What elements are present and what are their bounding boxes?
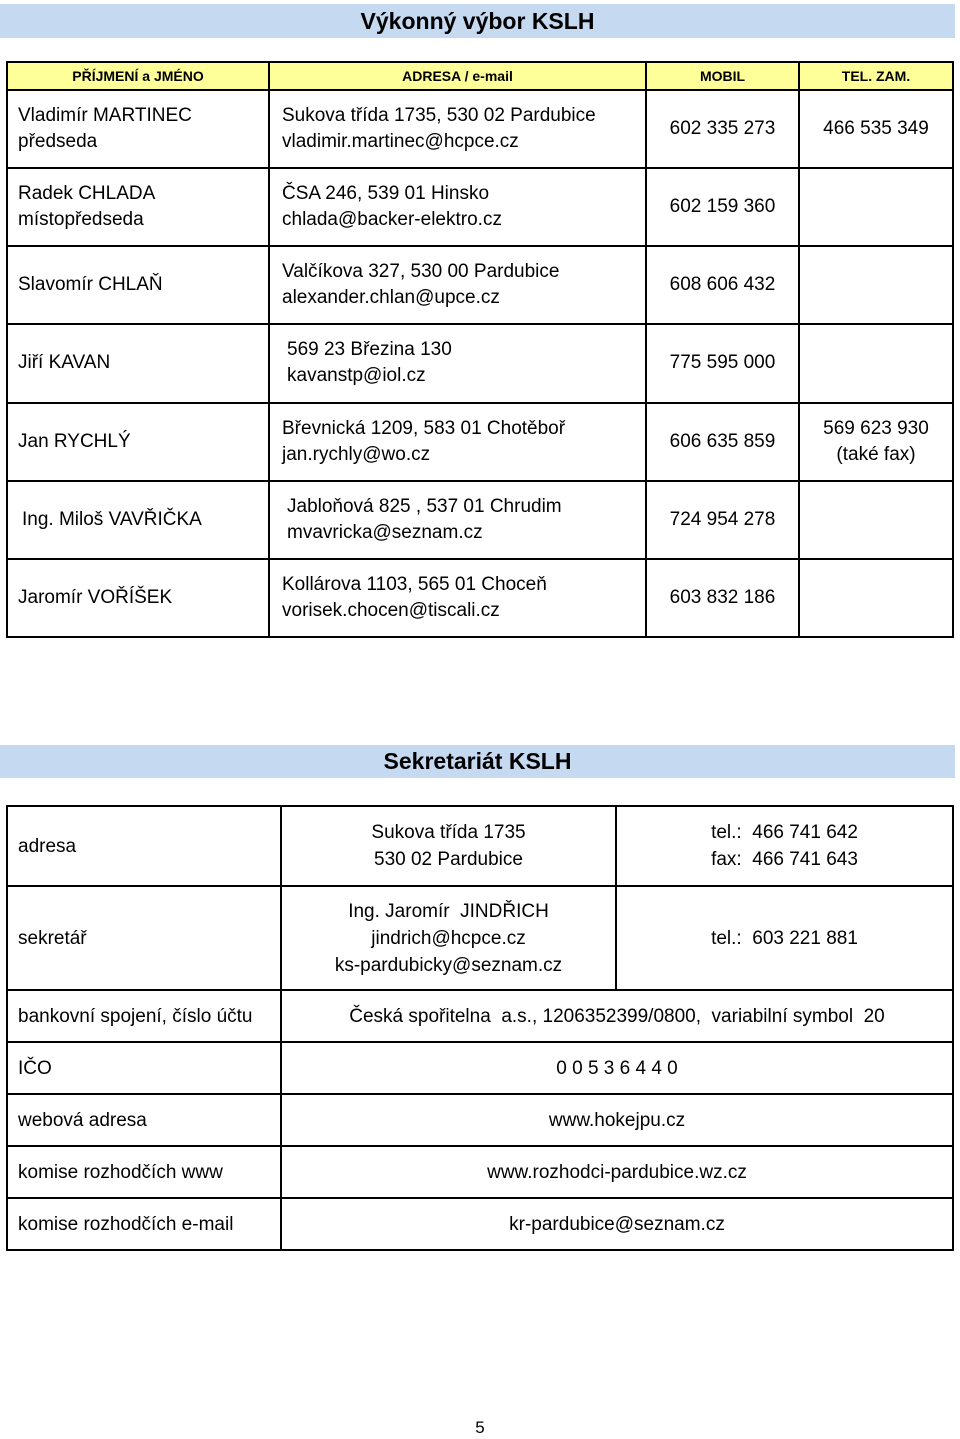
info-link[interactable]: www.hokejpu.cz	[281, 1094, 953, 1146]
secretariat-fax: fax: 466 741 643	[711, 849, 858, 870]
info-row	[7, 1042, 953, 1094]
info-row	[7, 1198, 953, 1250]
secretary-email[interactable]: jindrich@hcpce.cz	[371, 927, 526, 949]
secretary-email-secondary[interactable]: ks-pardubicky@seznam.cz	[334, 954, 563, 976]
member-address: Kollárova 1103, 565 01 Choceň	[282, 573, 547, 595]
member-row	[7, 324, 953, 402]
member-email[interactable]: vorisek.chocen@tiscali.cz	[282, 599, 500, 621]
info-email[interactable]: kr-pardubice@seznam.cz	[281, 1198, 953, 1250]
member-address: Valčíkova 327, 530 00 Pardubice	[282, 261, 560, 283]
member-address-cell	[269, 168, 646, 246]
member-address-cell	[269, 246, 646, 324]
info-row	[7, 1094, 953, 1146]
member-work-phone-note: (také fax)	[836, 443, 916, 465]
member-email[interactable]: alexander.chlan@upce.cz	[282, 287, 500, 309]
member-mobile: 603 832 186	[646, 559, 799, 637]
member-address: Jabloňová 825 , 537 01 Chrudim	[287, 495, 562, 517]
member-address: 569 23 Březina 130	[287, 339, 452, 361]
member-work-phone-cell	[799, 481, 953, 559]
member-row	[7, 481, 953, 559]
member-address: ČSA 246, 539 01 Hinsko	[282, 183, 490, 205]
info-row	[7, 990, 953, 1042]
member-address-cell	[269, 324, 646, 402]
member-address-cell	[269, 481, 646, 559]
member-email[interactable]: jan.rychly@wo.cz	[282, 443, 431, 465]
member-mobile: 724 954 278	[646, 481, 799, 559]
secretariat-address-line1: Sukova třída 1735	[371, 822, 526, 843]
member-work-phone-cell	[799, 90, 953, 168]
info-link[interactable]: www.rozhodci-pardubice.wz.cz	[281, 1146, 953, 1198]
member-name: Ing. Miloš VAVŘIČKA	[7, 481, 269, 559]
member-work-phone-cell	[799, 246, 953, 324]
member-row	[7, 90, 953, 168]
info-value: Česká spořitelna a.s., 1206352399/0800, variabilní symbol 20	[281, 990, 953, 1042]
member-address-cell	[269, 403, 646, 481]
committee-header-row	[7, 62, 953, 90]
member-name: Slavomír CHLAŇ	[7, 246, 269, 324]
secretary-info-cell	[281, 886, 616, 990]
secretariat-contact-cell	[616, 806, 953, 886]
committee-table	[6, 61, 954, 638]
info-row	[7, 1146, 953, 1198]
secretary-row	[7, 886, 953, 990]
member-address: Břevnická 1209, 583 01 Chotěboř	[282, 417, 566, 439]
member-work-phone: 466 535 349	[823, 118, 929, 140]
member-address-cell	[269, 90, 646, 168]
info-label: IČO	[7, 1042, 281, 1094]
member-mobile: 606 635 859	[646, 403, 799, 481]
header-work-phone: TEL. ZAM.	[799, 62, 953, 90]
member-address: Sukova třída 1735, 530 02 Pardubice	[282, 105, 596, 127]
address-label: adresa	[7, 806, 281, 886]
header-address: ADRESA / e-mail	[269, 62, 646, 90]
header-name: PŘÍJMENÍ a JMÉNO	[7, 62, 269, 90]
member-mobile: 775 595 000	[646, 324, 799, 402]
secretariat-title: Sekretariát KSLH	[0, 745, 955, 778]
info-label: komise rozhodčích e-mail	[7, 1198, 281, 1250]
secretariat-phone: tel.: 466 741 642	[711, 822, 858, 843]
member-name: Jiří KAVAN	[7, 324, 269, 402]
secretariat-address-row	[7, 806, 953, 886]
member-email[interactable]: vladimir.martinec@hcpce.cz	[282, 131, 519, 153]
member-row	[7, 559, 953, 637]
member-work-phone: 569 623 930	[823, 417, 929, 439]
member-email[interactable]: mvavricka@seznam.cz	[287, 521, 483, 543]
secretary-phone: tel.: 603 221 881	[616, 886, 953, 990]
member-mobile: 602 335 273	[646, 90, 799, 168]
member-work-phone-cell	[799, 403, 953, 481]
secretariat-address-line2: 530 02 Pardubice	[374, 849, 523, 870]
page-number: 5	[475, 1418, 485, 1437]
header-mobile: MOBIL	[646, 62, 799, 90]
member-row	[7, 168, 953, 246]
member-name: Radek CHLADA	[18, 183, 156, 205]
member-name: Jaromír VOŘÍŠEK	[7, 559, 269, 637]
member-work-phone-cell	[799, 559, 953, 637]
member-mobile: 602 159 360	[646, 168, 799, 246]
info-value: 0 0 5 3 6 4 4 0	[281, 1042, 953, 1094]
member-work-phone-cell	[799, 324, 953, 402]
secretariat-table	[6, 805, 954, 1251]
member-mobile: 608 606 432	[646, 246, 799, 324]
member-name: Vladimír MARTINEC	[18, 105, 192, 127]
info-label: webová adresa	[7, 1094, 281, 1146]
info-label: komise rozhodčích www	[7, 1146, 281, 1198]
member-email[interactable]: chlada@backer-elektro.cz	[282, 209, 502, 231]
member-row	[7, 246, 953, 324]
info-label: bankovní spojení, číslo účtu	[7, 990, 281, 1042]
member-role: předseda	[18, 131, 98, 153]
member-row	[7, 403, 953, 481]
committee-title: Výkonný výbor KSLH	[0, 4, 955, 38]
secretary-label: sekretář	[7, 886, 281, 990]
member-address-cell	[269, 559, 646, 637]
member-work-phone-cell	[799, 168, 953, 246]
member-name-cell	[7, 168, 269, 246]
secretariat-address-cell	[281, 806, 616, 886]
member-email[interactable]: kavanstp@iol.cz	[287, 365, 426, 387]
member-name-cell	[7, 90, 269, 168]
member-name: Jan RYCHLÝ	[7, 403, 269, 481]
member-role: místopředseda	[18, 209, 144, 231]
secretary-name: Ing. Jaromír JINDŘICH	[348, 900, 549, 922]
